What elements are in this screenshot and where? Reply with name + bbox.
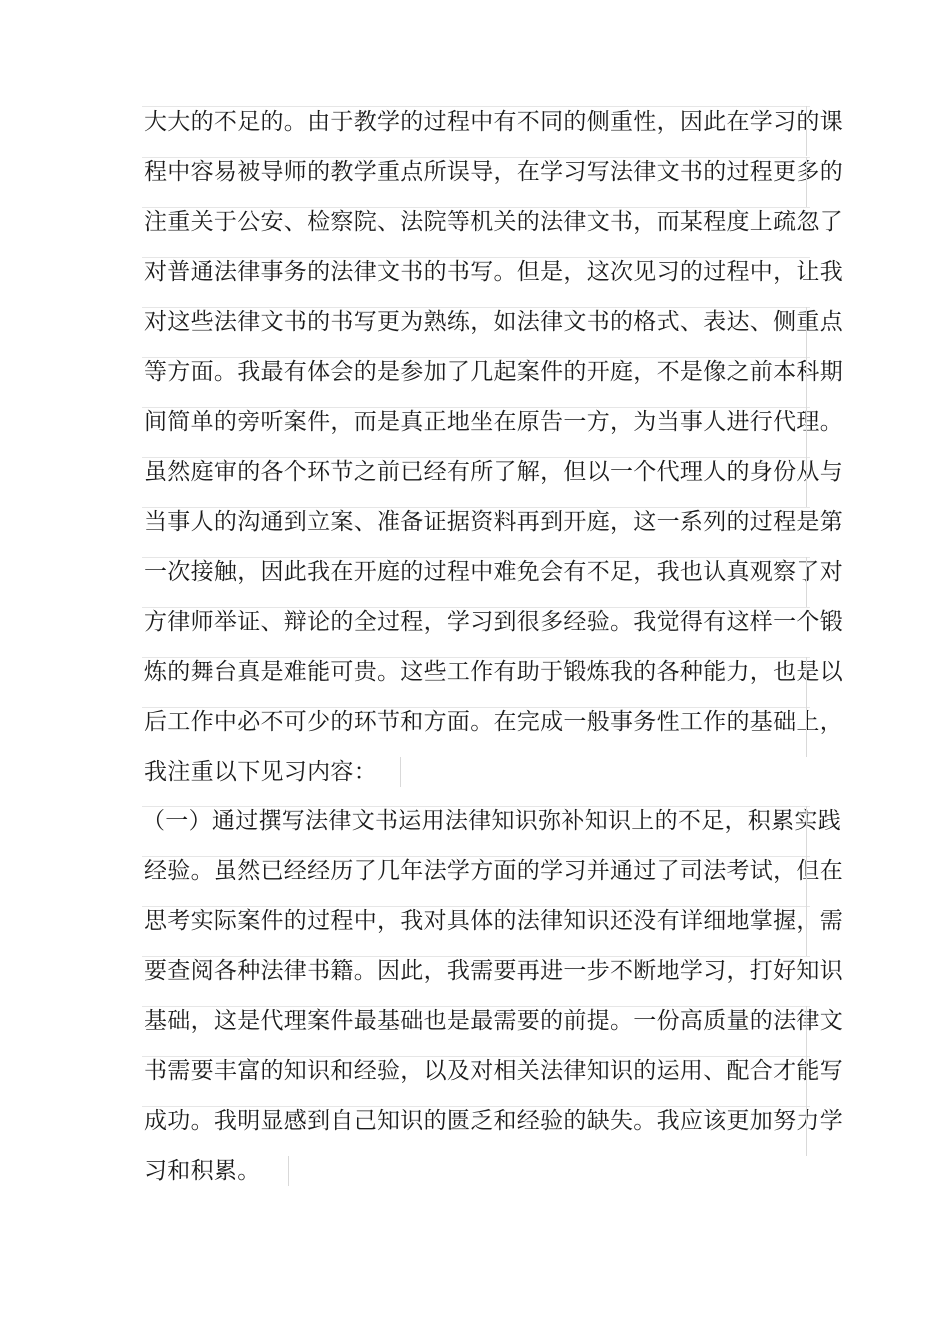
divider bbox=[142, 457, 810, 458]
divider bbox=[806, 157, 807, 207]
divider bbox=[142, 157, 810, 158]
text-line: 思考实际案件的过程中，我对具体的法律知识还没有详细地掌握，需 bbox=[144, 908, 843, 934]
text-line: 对普通法律事务的法律文书的书写。但是，这次见习的过程中，让我 bbox=[144, 259, 843, 285]
divider bbox=[142, 557, 810, 558]
divider bbox=[142, 106, 810, 107]
divider bbox=[142, 1056, 810, 1057]
divider bbox=[142, 407, 810, 408]
divider bbox=[806, 357, 807, 407]
divider bbox=[142, 257, 810, 258]
divider bbox=[806, 407, 807, 457]
text-line: 当事人的沟通到立案、准备证据资料再到开庭，这一系列的过程是第 bbox=[144, 509, 843, 535]
divider bbox=[142, 906, 810, 907]
text-line: 基础，这是代理案件最基础也是最需要的前提。一份高质量的法律文 bbox=[144, 1008, 843, 1034]
text-line: 我注重以下见习内容： bbox=[144, 759, 377, 785]
divider bbox=[142, 357, 810, 358]
text-line: 对这些法律文书的书写更为熟练，如法律文书的格式、表达、侧重点 bbox=[144, 309, 843, 335]
text-line: 一次接触，因此我在开庭的过程中难免会有不足，我也认真观察了对 bbox=[144, 559, 843, 585]
divider bbox=[142, 307, 810, 308]
divider bbox=[806, 806, 807, 856]
text-line: 方律师举证、辩论的全过程，学习到很多经验。我觉得有这样一个锻 bbox=[144, 609, 843, 635]
divider bbox=[142, 207, 810, 208]
divider bbox=[806, 1006, 807, 1056]
divider bbox=[806, 1056, 807, 1106]
divider bbox=[806, 557, 807, 607]
text-line: 程中容易被导师的教学重点所误导，在学习写法律文书的过程更多的 bbox=[144, 159, 843, 185]
divider bbox=[400, 757, 401, 787]
text-line: 间简单的旁听案件，而是真正地坐在原告一方，为当事人进行代理。 bbox=[144, 409, 843, 435]
divider bbox=[806, 906, 807, 956]
text-line: 炼的舞台真是难能可贵。这些工作有助于锻炼我的各种能力，也是以 bbox=[144, 659, 843, 685]
text-line: 经验。虽然已经经历了几年法学方面的学习并通过了司法考试，但在 bbox=[144, 858, 843, 884]
text-line: 大大的不足的。由于教学的过程中有不同的侧重性，因此在学习的课 bbox=[144, 109, 843, 135]
divider bbox=[142, 856, 810, 857]
divider bbox=[806, 657, 807, 707]
divider bbox=[142, 806, 810, 807]
divider bbox=[806, 856, 807, 906]
divider bbox=[288, 1156, 289, 1186]
text-line: 习和积累。 bbox=[144, 1158, 261, 1184]
text-line: 注重关于公安、检察院、法院等机关的法律文书，而某程度上疏忽了 bbox=[144, 209, 843, 235]
text-line: 要查阅各种法律书籍。因此，我需要再进一步不断地学习，打好知识 bbox=[144, 958, 843, 984]
divider bbox=[806, 307, 807, 357]
divider bbox=[806, 1106, 807, 1156]
divider bbox=[142, 1006, 810, 1007]
text-line: 虽然庭审的各个环节之前已经有所了解，但以一个代理人的身份从与 bbox=[144, 459, 843, 485]
divider bbox=[142, 1106, 810, 1107]
text-line: 等方面。我最有体会的是参加了几起案件的开庭，不是像之前本科期 bbox=[144, 359, 843, 385]
divider bbox=[806, 106, 807, 156]
divider bbox=[142, 507, 810, 508]
text-line: 成功。我明显感到自己知识的匮乏和经验的缺失。我应该更加努力学 bbox=[144, 1108, 843, 1134]
divider bbox=[806, 707, 807, 757]
divider bbox=[142, 707, 810, 708]
divider bbox=[142, 956, 810, 957]
text-line: （一）通过撰写法律文书运用法律知识弥补知识上的不足，积累实践 bbox=[142, 808, 841, 834]
text-line: 书需要丰富的知识和经验，以及对相关法律知识的运用、配合才能写 bbox=[144, 1058, 843, 1084]
divider bbox=[806, 457, 807, 507]
text-line: 后工作中必不可少的环节和方面。在完成一般事务性工作的基础上， bbox=[144, 709, 843, 735]
divider bbox=[142, 657, 810, 658]
divider bbox=[142, 607, 810, 608]
